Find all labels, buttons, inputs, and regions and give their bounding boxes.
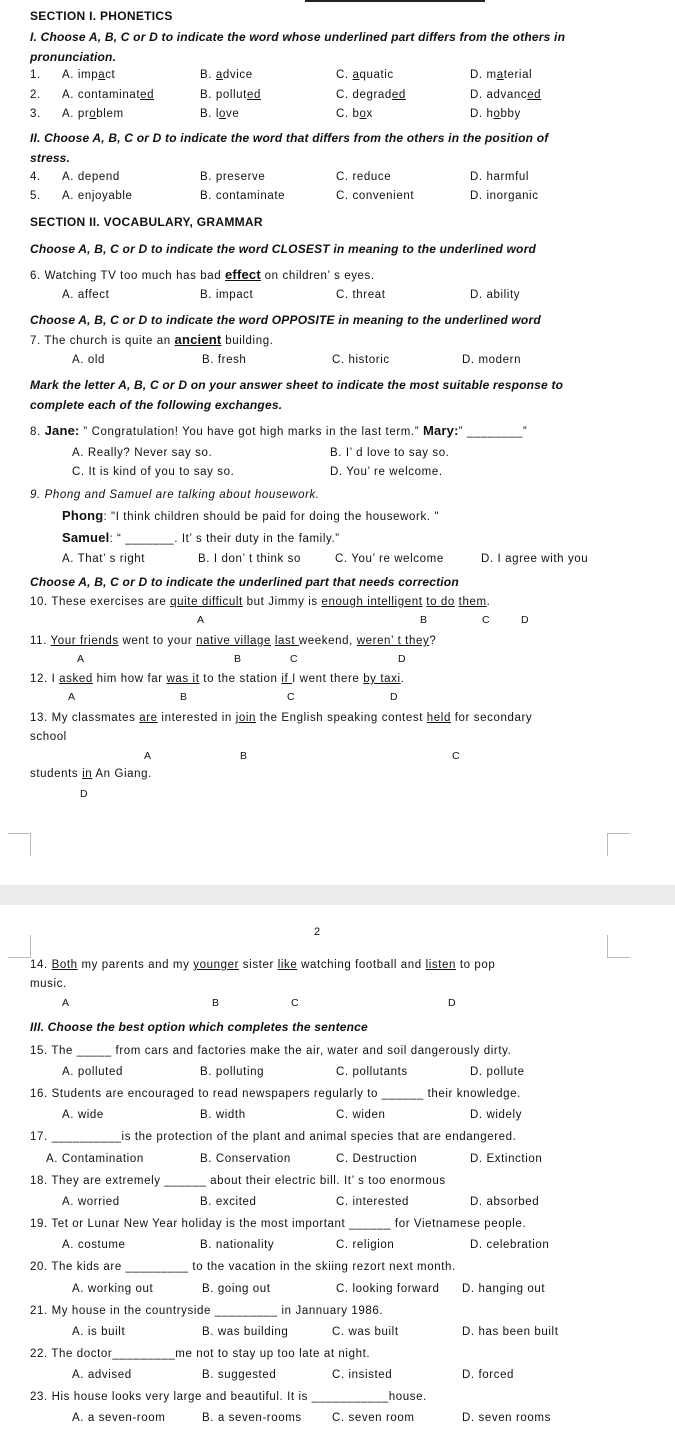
q10-stem: 10. These exercises are quite difficult but Jimmy is enough intelligent to do them.	[30, 596, 491, 608]
q13-label-d: D	[80, 788, 88, 800]
q12-label-d: D	[390, 691, 398, 703]
q17-stem: 17. __________is the protection of the plant and animal species that are endangered.	[30, 1131, 517, 1143]
q5-option-c: C. convenient	[336, 190, 415, 202]
section-2-title: SECTION II. VOCABULARY, GRAMMAR	[30, 215, 263, 229]
q19-option-d: D. celebration	[470, 1239, 550, 1251]
q9-option-a: A. That’ s right	[62, 553, 146, 565]
q1-option-b: B. advice	[200, 69, 253, 81]
q12-stem: 12. I asked him how far was it to the station if I went there by taxi.	[30, 673, 405, 685]
q23-option-b: B. a seven-rooms	[202, 1412, 302, 1424]
q14-stem: 14. Both my parents and my younger sister like watching football and listen to pop	[30, 959, 496, 971]
q1-option-a: A. impact	[62, 69, 116, 81]
q14-label-c: C	[291, 997, 299, 1009]
q11-label-a: A	[77, 653, 85, 665]
crop-mark	[607, 833, 630, 856]
q9-option-d: D. I agree with you	[481, 553, 589, 565]
q13-label-c: C	[452, 750, 460, 762]
q8-option-b: B. I’ d love to say so.	[330, 447, 450, 459]
q7-option-a: A. old	[72, 354, 106, 366]
q4-option-b: B. preserve	[200, 171, 266, 183]
q7-option-d: D. modern	[462, 354, 522, 366]
q2-option-c: C. degraded	[336, 89, 406, 101]
q2-option-d: D. advanced	[470, 89, 542, 101]
q17-option-a: A. Contamination	[46, 1153, 144, 1165]
q4-option-a: A. depend	[62, 171, 120, 183]
q18-option-a: A. worried	[62, 1196, 120, 1208]
q15-option-c: C. pollutants	[336, 1066, 408, 1078]
q16-option-b: B. width	[200, 1109, 246, 1121]
q16-stem: 16. Students are encouraged to read newspapers regularly to ______ their knowledge.	[30, 1088, 521, 1100]
q8-stem: 8. Jane: ” Congratulation! You have got high marks in the last term.” Mary:” ________”	[30, 423, 528, 438]
page-gap	[0, 885, 675, 905]
q13-stem-line3: students in An Giang.	[30, 768, 152, 780]
q3-option-b: B. love	[200, 108, 240, 120]
q10-label-c: C	[482, 614, 490, 626]
q23-option-d: D. seven rooms	[462, 1412, 551, 1424]
part-2-instruction-cont: stress.	[30, 151, 71, 165]
q10-label-b: B	[420, 614, 428, 626]
q15-option-d: D. pollute	[470, 1066, 525, 1078]
exchange-instruction: Mark the letter A, B, C or D on your answer sheet to indicate the most suitable response to	[30, 378, 564, 392]
q15-option-a: A. polluted	[62, 1066, 123, 1078]
q14-label-d: D	[448, 997, 456, 1009]
q23-stem: 23. His house looks very large and beautiful. It is ___________house.	[30, 1391, 427, 1403]
crop-mark	[607, 935, 630, 958]
q7-option-c: C. historic	[332, 354, 390, 366]
q22-option-c: C. insisted	[332, 1369, 393, 1381]
q2-number: 2.	[30, 89, 41, 101]
q21-option-d: D. has been built	[462, 1326, 559, 1338]
q18-stem: 18. They are extremely ______ about their electric bill. It’ s too enormous	[30, 1175, 446, 1187]
q6-option-d: D. ability	[470, 289, 521, 301]
q1-number: 1.	[30, 69, 41, 81]
q3-option-c: C. box	[336, 108, 373, 120]
q3-number: 3.	[30, 108, 41, 120]
q7-stem: 7. The church is quite an ancient building.	[30, 332, 274, 347]
q4-number: 4.	[30, 171, 41, 183]
q17-option-d: D. Extinction	[470, 1153, 543, 1165]
q11-label-b: B	[234, 653, 242, 665]
q13-stem: 13. My classmates are interested in join the English speaking contest held for secondary	[30, 712, 533, 724]
page-number: 2	[314, 926, 321, 938]
part-1-instruction: I. Choose A, B, C or D to indicate the word whose underlined part differs from the others in	[30, 30, 566, 44]
part-1-instruction-cont: pronunciation.	[30, 50, 117, 64]
q21-option-c: C. was built	[332, 1326, 399, 1338]
q14-label-b: B	[212, 997, 220, 1009]
opposite-instruction: Choose A, B, C or D to indicate the word OPPOSITE in meaning to the underlined word	[30, 313, 541, 327]
part-3-instruction: III. Choose the best option which completes the sentence	[30, 1020, 368, 1034]
q15-stem: 15. The _____ from cars and factories make the air, water and soil dangerously dirty.	[30, 1045, 512, 1057]
q3-option-a: A. problem	[62, 108, 124, 120]
q17-option-b: B. Conservation	[200, 1153, 291, 1165]
closest-instruction: Choose A, B, C or D to indicate the word CLOSEST in meaning to the underlined word	[30, 242, 536, 256]
header-rule	[305, 0, 485, 2]
q23-option-c: C. seven room	[332, 1412, 415, 1424]
q8-option-d: D. You’ re welcome.	[330, 466, 443, 478]
q14-label-a: A	[62, 997, 70, 1009]
q22-option-d: D. forced	[462, 1369, 515, 1381]
q9-intro: 9. Phong and Samuel are talking about housework.	[30, 489, 320, 501]
q18-option-c: C. interested	[336, 1196, 409, 1208]
q19-stem: 19. Tet or Lunar New Year holiday is the most important ______ for Vietnamese people.	[30, 1218, 527, 1230]
q17-option-c: C. Destruction	[336, 1153, 418, 1165]
exchange-instruction-cont: complete each of the following exchanges.	[30, 398, 283, 412]
q3-option-d: D. hobby	[470, 108, 521, 120]
q22-option-b: B. suggested	[202, 1369, 277, 1381]
q2-option-a: A. contaminated	[62, 89, 155, 101]
q19-option-c: C. religion	[336, 1239, 395, 1251]
q11-label-c: C	[290, 653, 298, 665]
q22-option-a: A. advised	[72, 1369, 132, 1381]
q4-option-d: D. harmful	[470, 171, 530, 183]
q5-option-a: A. enjoyable	[62, 190, 133, 202]
q6-option-b: B. impact	[200, 289, 254, 301]
q9-option-c: C. You’ re welcome	[335, 553, 444, 565]
q8-option-c: C. It is kind of you to say so.	[72, 466, 235, 478]
q6-option-a: A. affect	[62, 289, 110, 301]
q16-option-a: A. wide	[62, 1109, 104, 1121]
q16-option-c: C. widen	[336, 1109, 386, 1121]
q23-option-a: A. a seven-room	[72, 1412, 166, 1424]
q5-option-d: D. inorganic	[470, 190, 539, 202]
crop-mark	[8, 935, 31, 958]
q9-option-b: B. I don’ t think so	[198, 553, 301, 565]
q6-option-c: C. threat	[336, 289, 386, 301]
q12-label-b: B	[180, 691, 188, 703]
q11-label-d: D	[398, 653, 406, 665]
q13-stem-line2: school	[30, 731, 67, 743]
q21-option-b: B. was building	[202, 1326, 289, 1338]
section-1-title: SECTION I. PHONETICS	[30, 9, 173, 23]
q12-label-c: C	[287, 691, 295, 703]
q11-stem: 11. Your friends went to your native village last weekend, weren’ t they?	[30, 635, 437, 647]
q5-number: 5.	[30, 190, 41, 202]
q5-option-b: B. contaminate	[200, 190, 286, 202]
q18-option-d: D. absorbed	[470, 1196, 540, 1208]
q13-label-b: B	[240, 750, 248, 762]
q12-label-a: A	[68, 691, 76, 703]
q20-option-d: D. hanging out	[462, 1283, 546, 1295]
q9-phong-line: Phong: "I think children should be paid for doing the housework. "	[62, 508, 440, 523]
q22-stem: 22. The doctor_________me not to stay up too late at night.	[30, 1348, 371, 1360]
page-2	[0, 905, 675, 1434]
q19-option-a: A. costume	[62, 1239, 126, 1251]
q2-option-b: B. polluted	[200, 89, 261, 101]
q1-option-c: C. aquatic	[336, 69, 394, 81]
q16-option-d: D. widely	[470, 1109, 523, 1121]
crop-mark	[8, 833, 31, 856]
q10-label-d: D	[521, 614, 529, 626]
part-2-instruction: II. Choose A, B, C or D to indicate the word that differs from the others in the position of	[30, 131, 549, 145]
q21-option-a: A. is built	[72, 1326, 126, 1338]
q6-stem: 6. Watching TV too much has bad effect on children’ s eyes.	[30, 267, 375, 282]
q20-option-c: C. looking forward	[336, 1283, 440, 1295]
q14-stem-line2: music.	[30, 978, 67, 990]
q21-stem: 21. My house in the countryside _________ in Jannuary 1986.	[30, 1305, 384, 1317]
q19-option-b: B. nationality	[200, 1239, 275, 1251]
q1-option-d: D. material	[470, 69, 533, 81]
q15-option-b: B. polluting	[200, 1066, 265, 1078]
error-instruction: Choose A, B, C or D to indicate the underlined part that needs correction	[30, 575, 459, 589]
q18-option-b: B. excited	[200, 1196, 257, 1208]
q20-stem: 20. The kids are _________ to the vacation in the skiing rezort next month.	[30, 1261, 456, 1273]
q20-option-a: A. working out	[72, 1283, 154, 1295]
q13-label-a: A	[144, 750, 152, 762]
q8-option-a: A. Really? Never say so.	[72, 447, 213, 459]
q9-samuel-line: Samuel: “ _______. It’ s their duty in the family.”	[62, 530, 340, 545]
q4-option-c: C. reduce	[336, 171, 392, 183]
q7-option-b: B. fresh	[202, 354, 247, 366]
q20-option-b: B. going out	[202, 1283, 271, 1295]
q10-label-a: A	[197, 614, 205, 626]
